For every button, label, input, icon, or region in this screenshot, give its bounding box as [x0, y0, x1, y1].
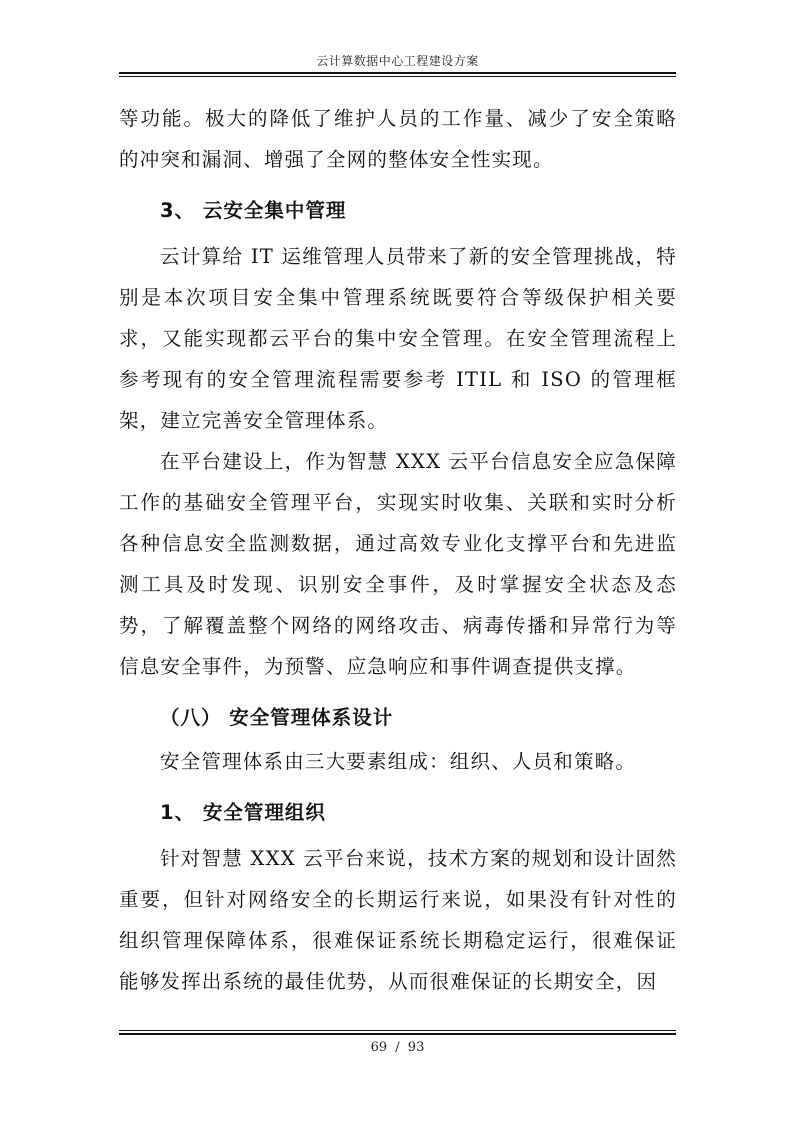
page-number: 69 / 93	[370, 1040, 425, 1055]
section-heading-8: （八） 安全管理体系设计	[160, 706, 394, 729]
document-body	[119, 98, 677, 1002]
section-heading-3: 3、 云安全集中管理	[160, 199, 347, 222]
header-rule-thin	[119, 76, 676, 77]
paragraph-cloud-security-management: 云计算给 IT 运维管理人员带来了新的安全管理挑战，特别是本次项目安全集中管理系统既要符合等级保护相关要求，又能实现都云平台的集中安全管理。在安全管理流程上参考现有的安全管理流程需要参考 ITIL 和 ISO 的管理框架，建立完善安全管理体系。	[119, 245, 677, 432]
header-rule-thick	[119, 72, 676, 74]
paragraph-management-organization: 针对智慧 XXX 云平台来说，技术方案的规划和设计固然重要，但针对网络安全的长期运行来说，如果没有针对性的组织管理保障体系，很难保证系统长期稳定运行，很难保证能够发挥出系统的最佳优势，从而很难保证的长期安全，因	[119, 847, 677, 993]
page-header-title: 云计算数据中心工程建设方案	[316, 54, 479, 68]
footer-rule-thick	[119, 1033, 676, 1035]
paragraph-platform-construction: 在平台建设上，作为智慧 XXX 云平台信息安全应急保障工作的基础安全管理平台，实现实时收集、关联和实时分析各种信息安全监测数据，通过高效专业化支撑平台和先进监测工具及时发现、识别安全事件，及时掌握安全状态及态势，了解覆盖整个网络的网络攻击、病毒传播和异常行为等信息安全事件，为预警、应急响应和事件调查提供支撑。	[119, 450, 677, 678]
section-heading-1: 1、 安全管理组织	[160, 801, 326, 824]
paragraph-continued: 等功能。极大的降低了维护人员的工作量、减少了安全策略的冲突和漏洞、增强了全网的整体安全性实现。	[119, 107, 677, 171]
footer-rule-thin	[119, 1030, 676, 1031]
paragraph-management-system-elements: 安全管理体系由三大要素组成：组织、人员和策略。	[160, 750, 637, 773]
